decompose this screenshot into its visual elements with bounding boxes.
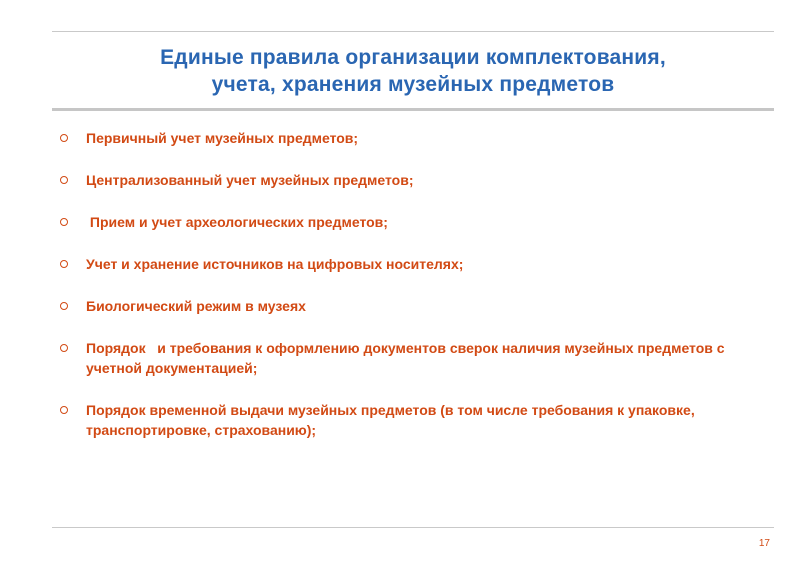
list-item-text: Порядок и требования к оформлению документов сверок наличия музейных предметов с учетной документацией;: [86, 340, 729, 376]
list-item-text: Учет и хранение источников на цифровых носителях;: [86, 256, 464, 272]
page-number: 17: [758, 538, 770, 549]
list-item-text: Централизованный учет музейных предметов;: [86, 172, 414, 188]
list-item: [60, 170, 770, 190]
list-item-text: Биологический режим в музеях: [86, 298, 306, 314]
circle-bullet-icon: [60, 134, 68, 142]
title-divider: [52, 108, 774, 111]
slide-title-line-1: Единые правила организации комплектования,: [160, 46, 666, 69]
list-item: [60, 128, 770, 148]
list-item: [60, 254, 770, 274]
circle-bullet-icon: [60, 260, 68, 268]
circle-bullet-icon: [60, 218, 68, 226]
bottom-divider: [52, 527, 774, 528]
circle-bullet-icon: [60, 302, 68, 310]
list-item: [60, 296, 770, 316]
circle-bullet-icon: [60, 406, 68, 414]
list-item-text: Первичный учет музейных предметов;: [86, 130, 359, 146]
circle-bullet-icon: [60, 344, 68, 352]
bullet-list: [60, 128, 770, 462]
list-item: [60, 212, 770, 232]
list-item: [60, 338, 770, 378]
list-item: [60, 400, 770, 440]
top-divider: [52, 31, 774, 32]
list-item-text: Порядок временной выдачи музейных предметов (в том числе требования к упаковке, транспортировке, страхованию);: [86, 402, 695, 438]
list-item-text: Прием и учет археологических предметов;: [86, 214, 388, 230]
slide-title-line-2: учета, хранения музейных предметов: [211, 73, 615, 96]
circle-bullet-icon: [60, 176, 68, 184]
slide-title: [52, 44, 774, 98]
